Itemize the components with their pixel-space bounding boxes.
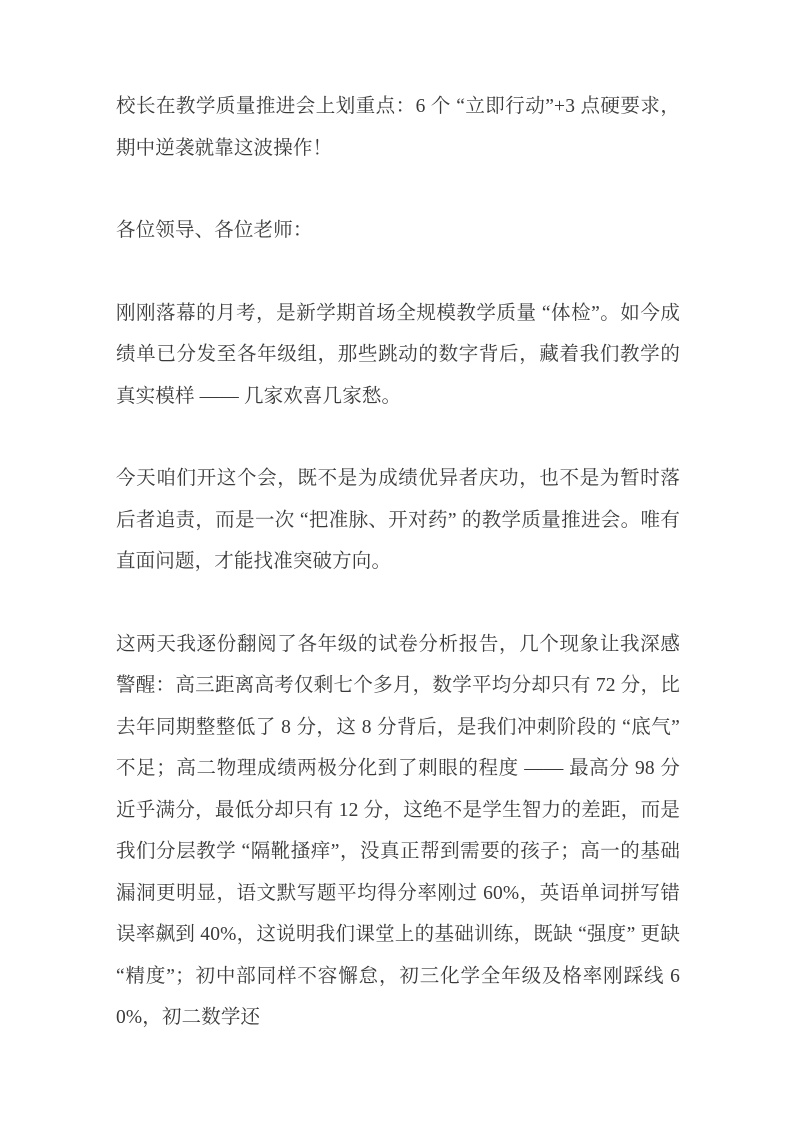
body-paragraph-3: 这两天我逐份翻阅了各年级的试卷分析报告，几个现象让我深感警醒：高三距离高考仅剩七个多月，数学平均分却只有 72 分，比去年同期整整低了 8 分，这 8 分背后，是我们冲刺阶段的 “底气” 不足；高二物理成绩两极分化到了刺眼的程度 —— 最高分 98 分近乎满分，最低分却只有 12 分，这绝不是学生智力的差距，而是我们分层教学 “隔靴搔痒”，没真正帮到需要的孩子；高一的基础漏洞更明显，语文默写题平均得分率刚过 60%，英语单词拼写错误率飙到 40%，这说明我们课堂上的基础训练，既缺 “强度” 更缺 “精度”；初中部同样不容懈怠，初三化学全年级及格率刚踩线 60%，初二数学还 (116, 633, 680, 1028)
body-paragraph-2: 今天咱们开这个会，既不是为成绩优异者庆功，也不是为暂时落后者追责，而是一次 “把准脉、开对药” 的教学质量推进会。唯有直面问题，才能找准突破方向。 (116, 468, 680, 572)
document-body (116, 86, 680, 1039)
document-title: 校长在教学质量推进会上划重点：6 个 “立即行动”+3 点硬要求，期中逆袭就靠这波操作！ (116, 96, 680, 159)
body-paragraph-1: 刚刚落幕的月考，是新学期首场全规模教学质量 “体检”。如今成绩单已分发至各年级组，那些跳动的数字背后，藏着我们教学的真实模样 —— 几家欢喜几家愁。 (116, 302, 680, 407)
salutation-paragraph: 各位领导、各位老师： (116, 220, 313, 241)
